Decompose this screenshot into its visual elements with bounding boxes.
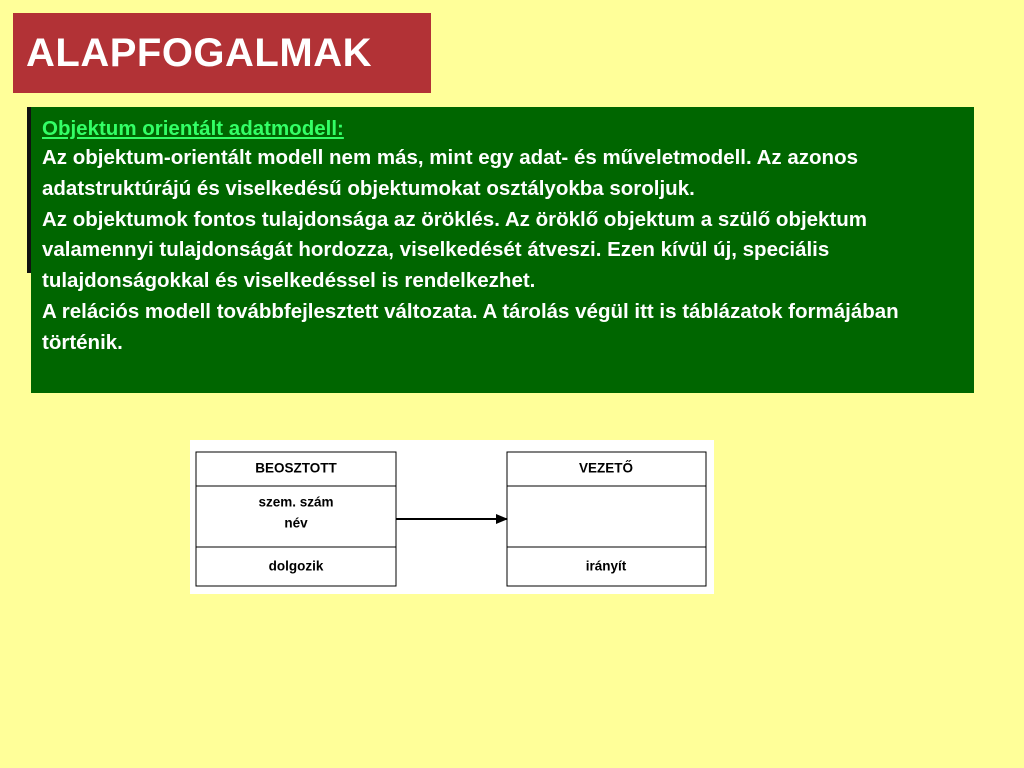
class-name-beosztott: BEOSZTOTT <box>255 460 337 476</box>
content-paragraph-3: A relációs modell továbbfejlesztett változata. A tárolás végül itt is táblázatok formájában történik. <box>42 299 899 354</box>
content-paragraph-2: Az objektumok fontos tulajdonsága az öröklés. Az öröklő objektum a szülő objektum valamennyi tulajdonságát hordozza, viselkedését átveszi. Ezen kívül új, speciális tulajdonságokkal és viselkedéssel is rendelkezhet. <box>42 207 868 293</box>
class-diagram <box>190 440 714 594</box>
content-box <box>31 107 974 393</box>
class-diagram-svg <box>190 440 714 594</box>
class-box-vezeto <box>507 452 706 586</box>
class-attribute: szem. szám <box>258 494 334 510</box>
class-method: dolgozik <box>268 558 324 574</box>
class-name-vezeto: VEZETŐ <box>578 460 634 476</box>
content-paragraph-1: Az objektum-orientált modell nem más, mint egy adat- és műveletmodell. Az azonos adatstruktúrájú és viselkedésű objektumokat osztályokba soroljuk. <box>42 146 858 200</box>
class-method: irányít <box>585 558 627 574</box>
class-box-beosztott <box>196 452 396 586</box>
slide-title: ALAPFOGALMAK <box>13 13 431 93</box>
content-heading: Objektum orientált adatmodell: <box>42 117 344 140</box>
class-attribute: név <box>284 515 308 531</box>
